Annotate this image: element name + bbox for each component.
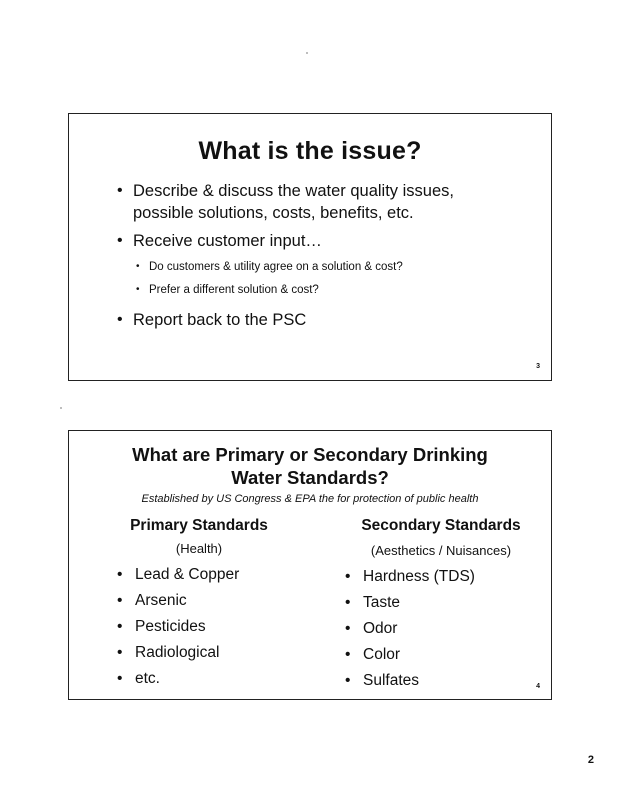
- secondary-standards-heading: Secondary Standards: [361, 517, 521, 534]
- slide-drinking-water-standards: [68, 430, 552, 700]
- bullet-icon: •: [136, 261, 140, 272]
- subbullet-agree: • Do customers & utility agree on a solution & cost?: [136, 261, 403, 273]
- bullet-icon: •: [117, 311, 123, 328]
- bullet-report-back: • Report back to the PSC: [117, 311, 307, 329]
- page-number: 2: [587, 754, 594, 766]
- bullet-icon: •: [117, 644, 123, 661]
- bullet-icon: •: [117, 566, 123, 583]
- bullet-icon: •: [345, 620, 351, 637]
- primary-item: • Arsenic: [117, 592, 187, 609]
- bullet-icon: •: [345, 646, 351, 663]
- bullet-icon: •: [345, 594, 351, 611]
- slide2-subtitle: Established by US Congress & EPA the for protection of public health: [141, 493, 479, 505]
- bullet-icon: •: [117, 618, 123, 635]
- secondary-item: • Odor: [345, 620, 398, 637]
- secondary-item: • Sulfates: [345, 672, 420, 689]
- secondary-standards-subheading: (Aesthetics / Nuisances): [370, 543, 512, 558]
- bullet-icon: •: [117, 592, 123, 609]
- primary-item: • Pesticides: [117, 618, 206, 635]
- primary-standards-subheading: (Health): [175, 541, 223, 556]
- slide2-title: What are Primary or Secondary Drinking Water Standards?: [132, 444, 488, 488]
- secondary-item: • Color: [345, 646, 401, 663]
- primary-item: • Radiological: [117, 644, 220, 661]
- scan-speck: [60, 407, 62, 409]
- primary-item: • Lead & Copper: [117, 566, 240, 583]
- slide1-title: What is the issue?: [198, 137, 422, 165]
- secondary-item: • Hardness (TDS): [345, 568, 475, 585]
- secondary-item: • Taste: [345, 594, 401, 611]
- bullet-icon: •: [345, 672, 351, 689]
- slide-number: 4: [536, 683, 540, 690]
- bullet-icon: •: [117, 232, 123, 249]
- slide-what-is-the-issue: [68, 113, 552, 381]
- primary-standards-heading: Primary Standards: [130, 517, 268, 534]
- bullet-receive-input: • Receive customer input…: [117, 232, 322, 250]
- subbullet-prefer: • Prefer a different solution & cost?: [136, 284, 319, 296]
- scan-speck: [306, 52, 308, 54]
- bullet-icon: •: [345, 568, 351, 585]
- bullet-icon: •: [117, 670, 123, 687]
- primary-item: • etc.: [117, 670, 160, 687]
- slide-number: 3: [536, 363, 540, 370]
- bullet-icon: •: [136, 284, 140, 295]
- bullet-icon: •: [117, 182, 123, 199]
- bullet-describe: • Describe & discuss the water quality issues, possible solutions, costs, benefits, etc.: [117, 182, 454, 222]
